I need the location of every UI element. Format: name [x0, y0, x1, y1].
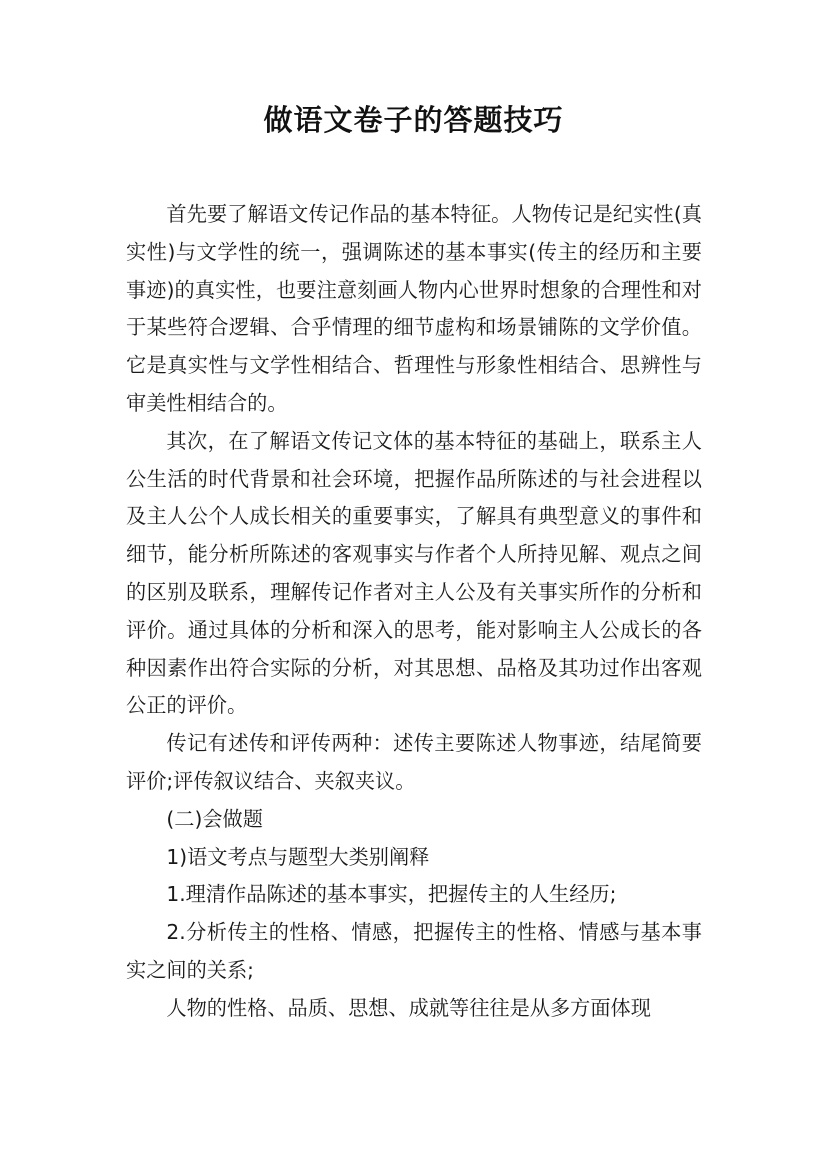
paragraph-second: 其次，在了解语文传记文体的基本特征的基础上，联系主人公生活的时代背景和社会环境，把握作品所陈述的与社会进程以及主人公个人成长相关的重要事实，了解具有典型意义的事件和细节，能分析所陈述的客观事实与作者个人所持见解、观点之间的区别及联系，理解传记作者对主人公及有关事实所作的分析和评价。通过具体的分析和深入的思考，能对影响主人公成长的各种因素作出符合实际的分析，对其思想、品格及其功过作出客观公正的评价。 [126, 428, 702, 718]
subsection-heading-categories: 1)语文考点与题型大类别阐释 [166, 844, 430, 869]
document-body [126, 196, 702, 1028]
paragraph-biography-types: 传记有述传和评传两种：述传主要陈述人物事迹，结尾简要评价;评传叙议结合、夹叙夹议。 [126, 731, 702, 793]
paragraph-traits: 人物的性格、品质、思想、成就等往往是从多方面体现 [166, 995, 651, 1020]
paragraph-intro: 首先要了解语文传记作品的基本特征。人物传记是纪实性(真实性)与文学性的统一，强调陈述的基本事实(传主的经历和主要事迹)的真实性，也要注意刻画人物内心世界时想象的合理性和对于某些符合逻辑、合乎情理的细节虚构和场景铺陈的文学价值。它是真实性与文学性相结合、哲理性与形象性相结合、思辨性与审美性相结合的。 [126, 202, 702, 415]
list-item-1: 1.理清作品陈述的基本事实，把握传主的人生经历; [166, 882, 617, 907]
document-title: 做语文卷子的答题技巧 [263, 103, 564, 137]
list-item-2: 2.分析传主的性格、情感，把握传主的性格、情感与基本事实之间的关系; [126, 920, 702, 982]
section-heading-solve: (二)会做题 [166, 806, 263, 831]
